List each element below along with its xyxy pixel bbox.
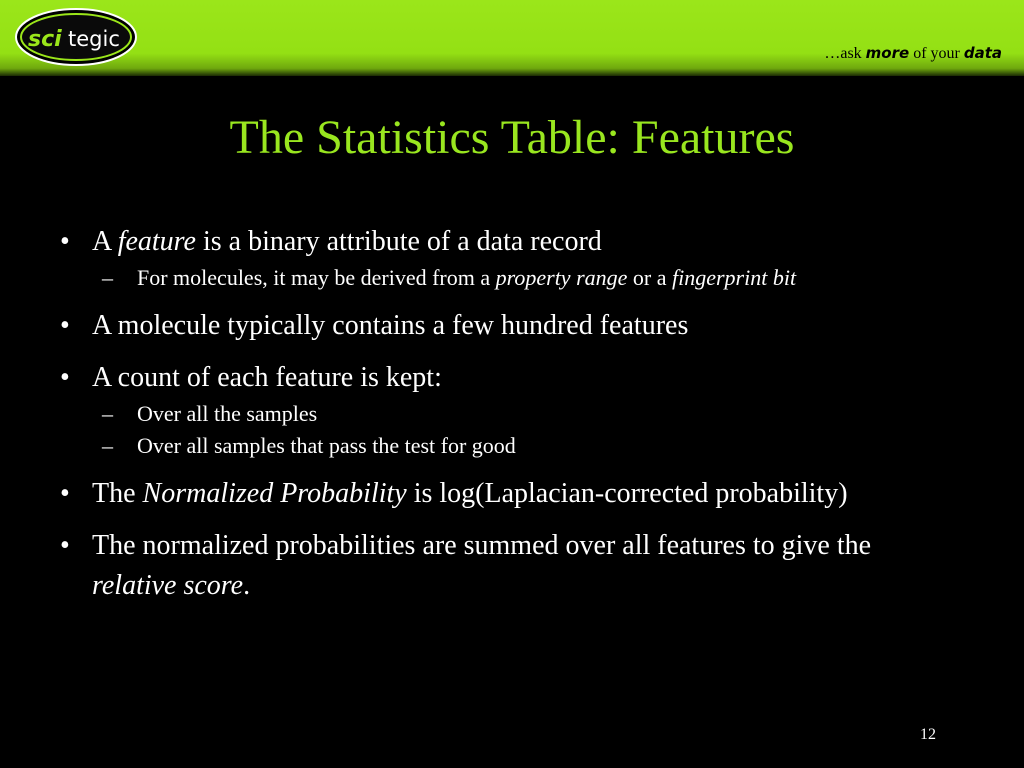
tagline-data: data xyxy=(963,44,1002,62)
sub-bullet-text: Over all the samples xyxy=(137,401,318,426)
bullet-marker: • xyxy=(60,362,70,393)
tagline-middle: of your xyxy=(909,45,964,62)
bullet-item xyxy=(60,358,960,398)
sub-bullet-text: Over all samples that pass the test for good xyxy=(137,433,516,458)
bullet-marker: • xyxy=(60,310,70,341)
sub-bullet-text: For molecules, it may be derived from a xyxy=(137,265,496,290)
tagline xyxy=(824,44,1002,63)
page-number: 12 xyxy=(920,726,936,743)
sub-bullet-list xyxy=(60,262,960,294)
bullet-text: A xyxy=(92,226,118,257)
bullet-group-1 xyxy=(60,222,960,294)
sub-bullet-text: or a xyxy=(627,265,672,290)
sub-bullet-italic-term: property range xyxy=(495,265,628,290)
bullet-text: A molecule typically contains a few hundred features xyxy=(92,310,689,341)
bullet-item xyxy=(60,474,960,514)
sub-bullet-italic-term: fingerprint bit xyxy=(672,265,797,290)
sub-bullet-marker: – xyxy=(102,401,113,426)
bullet-text: is a binary attribute of a data record xyxy=(195,226,602,257)
bullet-marker: • xyxy=(60,478,70,509)
bullet-text: The xyxy=(92,478,143,509)
tagline-prefix: …ask xyxy=(824,45,866,62)
sub-bullet-item xyxy=(60,262,960,294)
sub-bullet-marker: – xyxy=(102,433,113,458)
slide-title: The Statistics Table: Features xyxy=(229,111,795,164)
sub-bullet-item xyxy=(60,430,960,462)
bullet-text: . xyxy=(243,570,251,601)
bullet-italic-term: relative score xyxy=(92,570,244,601)
bullet-italic-term: feature xyxy=(117,226,196,257)
bullet-text: is log(Laplacian-corrected probability) xyxy=(406,478,848,509)
logo-sci-text: sci xyxy=(28,27,62,52)
bullet-item xyxy=(60,526,960,606)
bullet-list xyxy=(60,222,960,618)
bullet-marker: • xyxy=(60,226,70,257)
bullet-text: The normalized probabilities are summed over all features to give the xyxy=(92,530,872,561)
sub-bullet-marker: – xyxy=(102,265,113,290)
logo-icon xyxy=(14,6,142,68)
bullet-italic-term: Normalized Probability xyxy=(142,478,407,509)
sub-bullet-item xyxy=(60,398,960,430)
sub-bullet-list xyxy=(60,398,960,462)
bullet-item xyxy=(60,222,960,262)
bullet-group-3 xyxy=(60,358,960,462)
bullet-marker: • xyxy=(60,530,70,561)
logo-tegic-text: tegic xyxy=(68,27,120,51)
bullet-item xyxy=(60,306,960,346)
header-band xyxy=(0,0,1024,76)
bullet-text: A count of each feature is kept: xyxy=(92,362,442,393)
tagline-more: more xyxy=(865,44,910,62)
scitegic-logo xyxy=(14,6,142,68)
